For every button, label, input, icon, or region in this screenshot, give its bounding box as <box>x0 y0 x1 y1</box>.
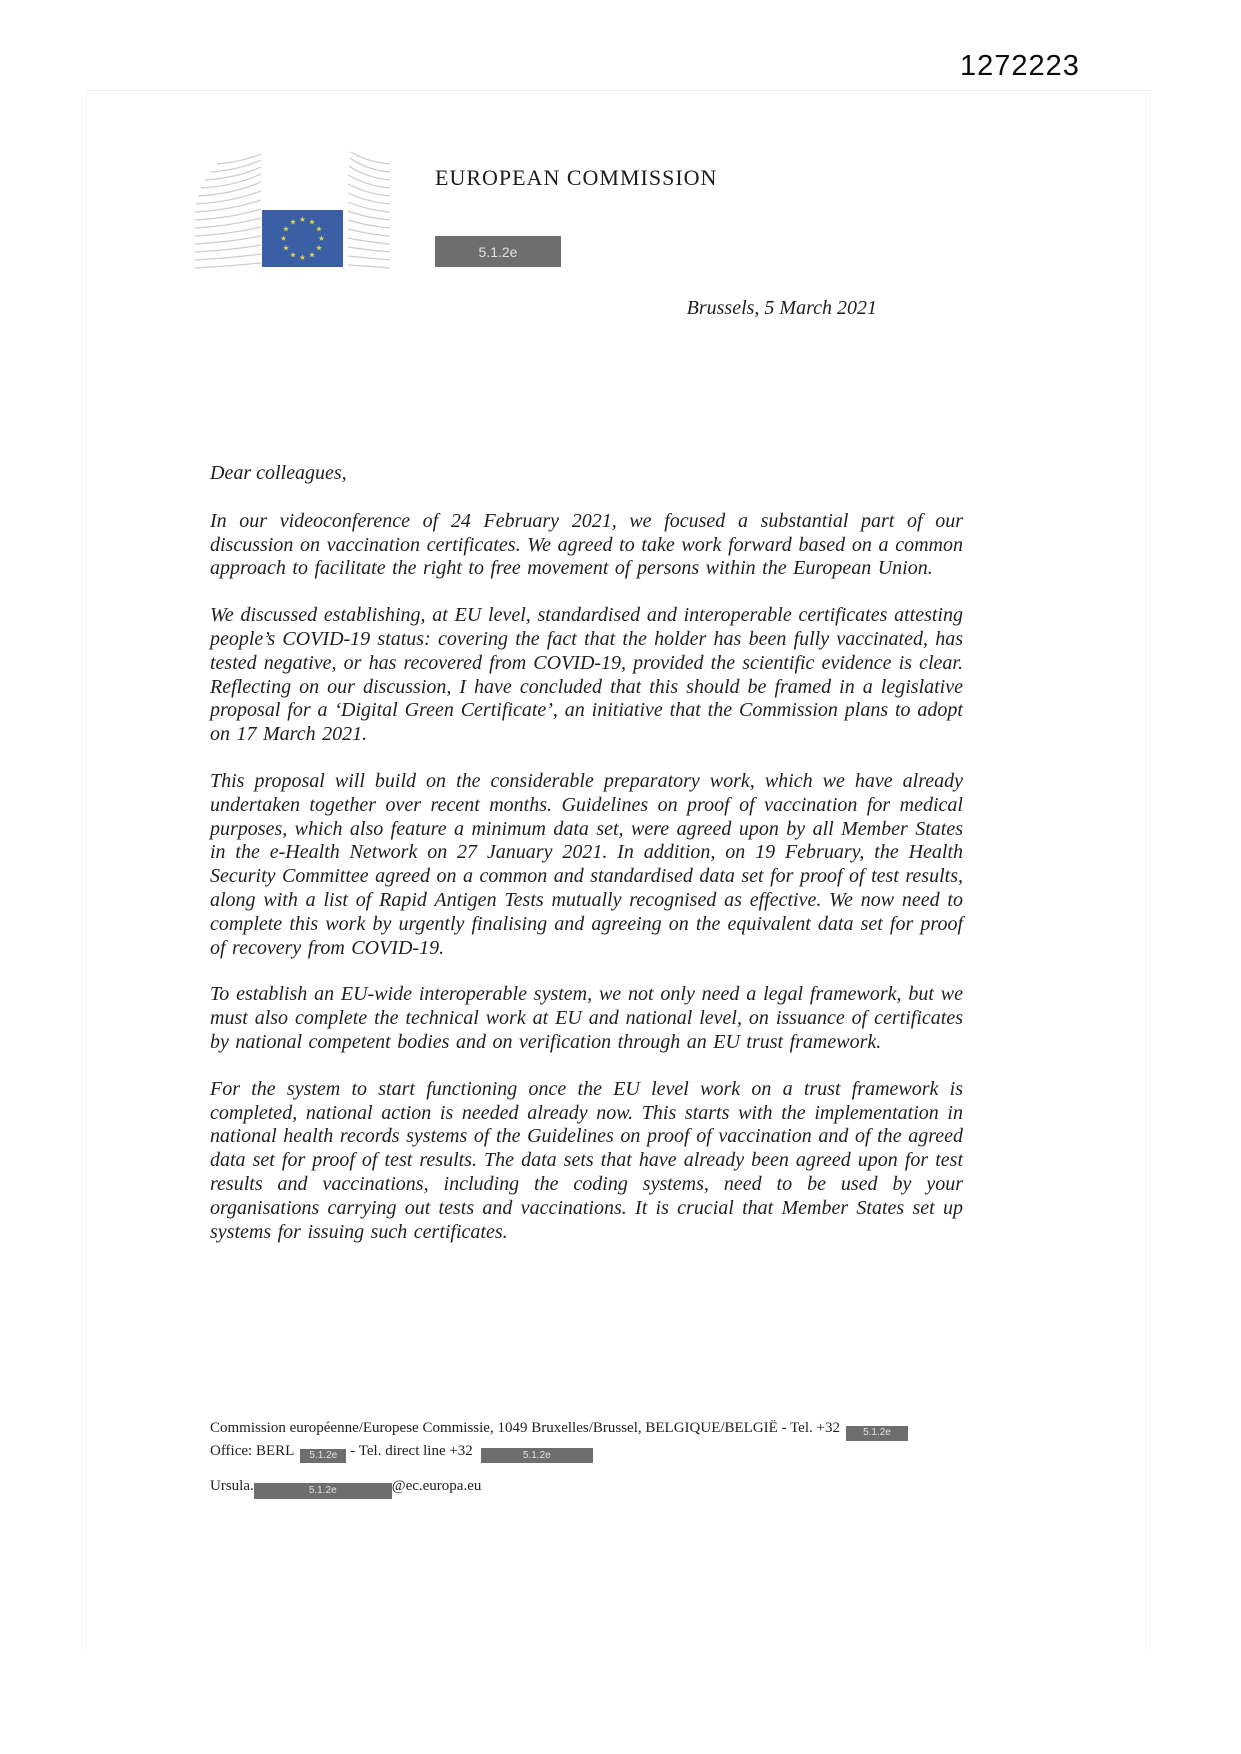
redaction-box: 5.1.2e <box>300 1449 346 1463</box>
scan-edge <box>86 90 87 1650</box>
paragraph: To establish an EU-wide interoperable system, we not only need a legal framework, but we must also complete the technical work at EU and national level, on issuance of certificates by national competent bodies and on verification through an EU trust framework. <box>210 983 963 1053</box>
dateline: Brussels, 5 March 2021 <box>686 297 877 319</box>
org-name: EUROPEAN COMMISSION <box>435 165 718 190</box>
redaction-box: 5.1.2e <box>846 1426 908 1441</box>
redaction-box: 5.1.2e <box>254 1483 392 1499</box>
berlaymont-waves-right <box>348 152 390 268</box>
scan-edge <box>86 90 1152 91</box>
redaction-box: 5.1.2e <box>435 236 561 267</box>
european-commission-logo-icon <box>195 150 390 272</box>
letter-footer <box>210 1418 990 1499</box>
letter-body <box>210 462 963 1267</box>
email-domain: @ec.europa.eu <box>391 1478 482 1494</box>
footer-address-text: Commission européenne/Europese Commissie, 1049 Bruxelles/Brussel, BELGIQUE/BELGIË - Tel. +32 <box>210 1420 840 1436</box>
paragraph: For the system to start functioning once the EU level work on a trust framework is completed, national action is needed already now. This starts with the implementation in national health records systems of the Guidelines on proof of vaccination and of the agreed data set for proof of test results. The data sets that have already been agreed upon for test results and vaccinations, including the coding systems, need to be used by your organisations carrying out tests and vaccinations. It is crucial that Member States set up systems for issuing such certificates. <box>210 1077 963 1243</box>
email-prefix: Ursula. <box>210 1478 254 1494</box>
footer-office-text: Office: BERL <box>210 1442 295 1459</box>
scan-edge <box>1150 90 1151 1650</box>
document-number-stamp: 1272223 <box>960 50 1080 82</box>
salutation: Dear colleagues, <box>210 462 347 484</box>
footer-tel-text: - Tel. direct line +32 <box>350 1442 473 1459</box>
footer-address-line <box>210 1418 990 1441</box>
redaction-box: 5.1.2e <box>481 1448 593 1463</box>
eu-flag <box>262 210 343 267</box>
paragraph: We discussed establishing, at EU level, standardised and interoperable certificates attesting people’s COVID-19 status: covering the fact that the holder has been fully vaccinated, has tested negative, or has recovered from COVID-19, provided the scientific evidence is clear. Reflecting on our discussion, I have concluded that this should be framed in a legislative proposal for a ‘Digital Green Certificate’, an initiative that the Commission plans to adopt on 17 March 2021. <box>210 604 963 746</box>
paragraph: This proposal will build on the considerable preparatory work, which we have already undertaken together over recent months. Guidelines on proof of vaccination for medical purposes, which also feature a minimum data set, were agreed upon by all Member States in the e-Health Network on 27 January 2021. In addition, on 19 February, the Health Security Committee agreed on a common and standardised data set for proof of test results, along with a list of Rapid Antigen Tests mutually recognised as effective. We now need to complete this work by urgently finalising and agreeing on the equivalent data set for proof of recovery from COVID-19. <box>210 769 963 959</box>
footer-office-line <box>210 1441 990 1464</box>
paragraph: In our videoconference of 24 February 2021, we focused a substantial part of our discussion on vaccination certificates. We agreed to take work forward based on a common approach to facilitate the right to free movement of persons within the European Union. <box>210 509 963 580</box>
berlaymont-waves-left <box>195 154 261 268</box>
footer-email-line <box>210 1476 990 1499</box>
